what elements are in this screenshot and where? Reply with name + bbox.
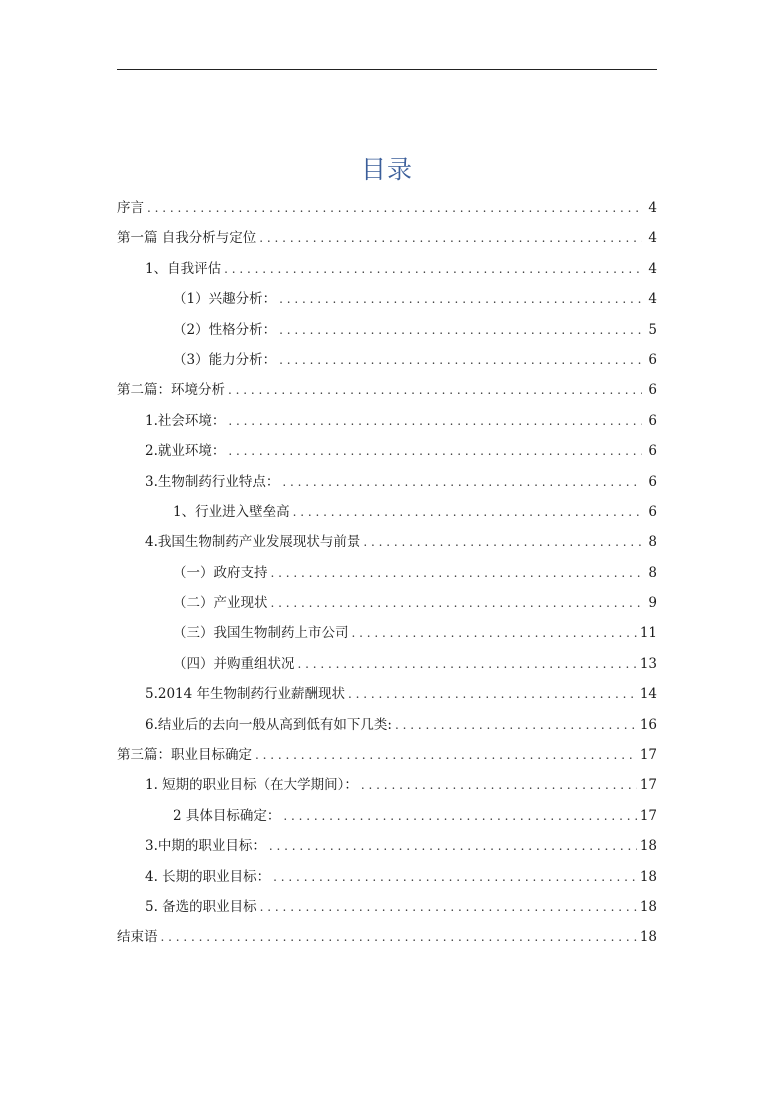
toc-entry-label: 2.就业环境： [145, 443, 226, 460]
toc-entry-page: 17 [639, 747, 657, 764]
toc-entry-page: 8 [648, 534, 657, 551]
toc-entry[interactable] [117, 862, 657, 892]
toc-entry[interactable] [117, 436, 657, 466]
toc-entry-label: （一）政府支持 [173, 564, 268, 581]
toc-dot-leader [269, 831, 637, 861]
toc-dot-leader [224, 254, 642, 284]
toc-dot-leader [282, 467, 642, 497]
toc-entry[interactable] [117, 527, 657, 557]
toc-entry-page: 18 [639, 929, 657, 946]
toc-entry-label: 3.生物制药行业特点： [145, 473, 280, 490]
toc-entry[interactable] [117, 831, 657, 861]
toc-dot-leader [298, 649, 637, 679]
toc-entry-page: 6 [648, 473, 657, 490]
toc-entry[interactable] [117, 497, 657, 527]
toc-entry[interactable] [117, 801, 657, 831]
toc-entry-label: （三）我国生物制药上市公司 [173, 625, 349, 642]
toc-entry-page: 8 [648, 564, 657, 581]
toc-entry[interactable] [117, 740, 657, 770]
toc-entry-label: （二）产业现状 [173, 595, 268, 612]
toc-entry-page: 6 [648, 382, 657, 399]
toc-entry-label: 1. 短期的职业目标（在大学期间）： [145, 777, 358, 794]
toc-entry-label: 4. 长期的职业目标： [145, 868, 271, 885]
toc-entry-page: 17 [639, 777, 657, 794]
toc-entry-page: 4 [648, 230, 657, 247]
toc-dot-leader [260, 892, 637, 922]
table-of-contents [117, 193, 657, 953]
toc-dot-leader [259, 223, 642, 253]
toc-entry-page: 4 [648, 291, 657, 308]
toc-dot-leader [363, 527, 642, 557]
toc-entry[interactable] [117, 467, 657, 497]
toc-entry-page: 13 [639, 655, 657, 672]
toc-entry-label: 2 具体目标确定： [173, 807, 281, 824]
toc-entry-page: 18 [639, 898, 657, 915]
toc-entry-label: 5. 备选的职业目标 [145, 898, 257, 915]
toc-entry-page: 6 [648, 503, 657, 520]
toc-entry-label: 第三篇：职业目标确定 [117, 747, 252, 764]
toc-dot-leader [279, 284, 642, 314]
toc-dot-leader [228, 375, 642, 405]
toc-entry-page: 17 [639, 807, 657, 824]
toc-entry-label: 5.2014 年生物制药行业薪酬现状 [145, 686, 346, 703]
toc-entry-page: 4 [648, 200, 657, 216]
toc-entry-label: （3）能力分析： [173, 351, 277, 368]
toc-entry[interactable] [117, 770, 657, 800]
toc-entry-page: 14 [639, 686, 657, 703]
toc-entry-label: 1.社会环境： [145, 412, 226, 429]
toc-entry-page: 6 [648, 443, 657, 460]
toc-entry[interactable] [117, 710, 657, 740]
toc-dot-leader [348, 679, 637, 709]
toc-dot-leader [255, 740, 637, 770]
toc-entry-label: （四）并购重组状况 [173, 655, 295, 672]
toc-entry-label: 第一篇 自我分析与定位 [117, 230, 257, 247]
toc-entry[interactable] [117, 649, 657, 679]
toc-entry-label: 第二篇：环境分析 [117, 382, 225, 399]
toc-dot-leader [228, 436, 642, 466]
toc-entry[interactable] [117, 679, 657, 709]
toc-entry[interactable] [117, 892, 657, 922]
toc-dot-leader [361, 770, 637, 800]
toc-entry[interactable] [117, 193, 657, 223]
toc-entry-label: 1、自我评估 [145, 260, 222, 277]
toc-entry-page: 5 [648, 321, 657, 338]
toc-dot-leader [395, 710, 637, 740]
toc-entry[interactable] [117, 345, 657, 375]
toc-dot-leader [271, 558, 643, 588]
toc-entry-page: 16 [639, 716, 657, 733]
toc-dot-leader [279, 315, 642, 345]
toc-dot-leader [279, 345, 642, 375]
toc-entry[interactable] [117, 223, 657, 253]
toc-entry-page: 9 [648, 595, 657, 612]
toc-dot-leader [161, 922, 637, 952]
toc-dot-leader [273, 862, 637, 892]
toc-entry[interactable] [117, 284, 657, 314]
toc-entry-page: 4 [648, 260, 657, 277]
toc-entry[interactable] [117, 558, 657, 588]
toc-entry-label: （1）兴趣分析： [173, 291, 277, 308]
toc-entry[interactable] [117, 618, 657, 648]
toc-entry-label: 3.中期的职业目标： [145, 838, 266, 855]
toc-entry[interactable] [117, 254, 657, 284]
toc-entry-page: 6 [648, 351, 657, 368]
toc-entry[interactable] [117, 588, 657, 618]
toc-dot-leader [283, 801, 636, 831]
toc-dot-leader [293, 497, 642, 527]
toc-entry[interactable] [117, 922, 657, 952]
toc-entry[interactable] [117, 406, 657, 436]
toc-dot-leader [271, 588, 643, 618]
toc-entry-page: 18 [639, 838, 657, 855]
toc-entry-label: 4.我国生物制药产业发展现状与前景 [145, 534, 361, 551]
header-rule [117, 69, 657, 70]
toc-entry-label: （2）性格分析： [173, 321, 277, 338]
toc-entry-label: 结束语 [117, 929, 158, 946]
page-title: 目录 [360, 155, 413, 184]
toc-entry-page: 11 [639, 625, 657, 642]
toc-entry[interactable] [117, 315, 657, 345]
toc-dot-leader [147, 193, 642, 223]
toc-dot-leader [352, 618, 637, 648]
toc-entry-page: 6 [648, 412, 657, 429]
toc-dot-leader [228, 406, 642, 436]
toc-entry-label: 序言 [117, 200, 144, 216]
toc-entry-label: 1、行业进入壁垒高 [173, 503, 290, 520]
toc-entry-label: 6.结业后的去向一般从高到低有如下几类: [145, 716, 392, 733]
toc-entry-page: 18 [639, 868, 657, 885]
toc-entry[interactable] [117, 375, 657, 405]
